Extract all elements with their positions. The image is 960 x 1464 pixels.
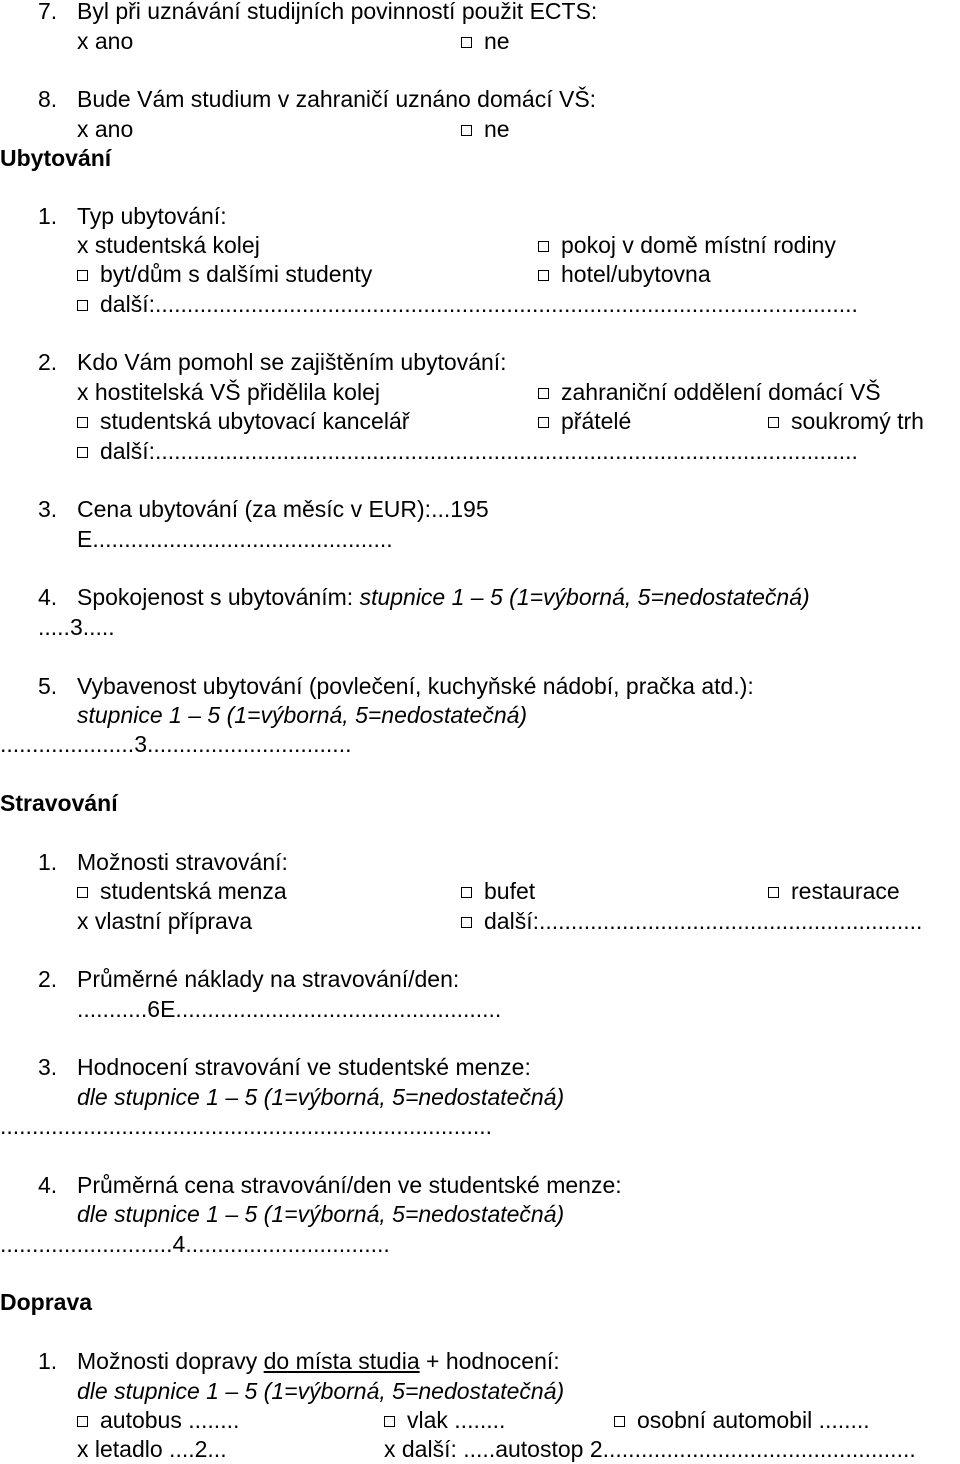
strav-q2-question: Průměrné náklady na stravování/den: xyxy=(77,966,460,992)
checkbox-icon[interactable] xyxy=(538,270,549,281)
checkbox-icon[interactable] xyxy=(461,887,472,898)
doprava-q1-scale: dle stupnice 1 – 5 (1=výborná, 5=nedostatečná) xyxy=(77,1378,565,1404)
checkbox-icon[interactable] xyxy=(538,417,549,428)
q7-number: 7. xyxy=(38,0,58,24)
q8-option-ano[interactable]: x ano xyxy=(77,116,134,142)
ubyt-q2-option-pratele[interactable]: přátelé xyxy=(538,407,631,436)
checkbox-icon[interactable] xyxy=(461,125,472,136)
ubyt-q1-option-kolej[interactable]: x studentská kolej xyxy=(77,232,260,258)
strav-q1-option-dalsi[interactable]: další:............................................................ xyxy=(461,907,958,936)
ubyt-q1-number: 1. xyxy=(38,203,58,229)
section-heading-ubytovani: Ubytování xyxy=(0,145,112,171)
ubyt-q2-option-trh[interactable]: soukromý trh xyxy=(768,407,924,436)
ubyt-q2-number: 2. xyxy=(38,349,58,375)
strav-q3-answer[interactable]: ............................................................................. xyxy=(0,1113,493,1139)
checkbox-icon[interactable] xyxy=(384,1416,395,1427)
q8-option-ne[interactable]: ne xyxy=(461,115,510,144)
checkbox-icon[interactable] xyxy=(538,241,549,252)
ubyt-q1-option-pokoj[interactable]: pokoj v domě místní rodiny xyxy=(538,231,836,260)
strav-q4-question: Průměrná cena stravování/den ve studentské menze: xyxy=(77,1172,622,1198)
ubyt-q5-number: 5. xyxy=(38,673,58,699)
doprava-q1-number: 1. xyxy=(38,1348,58,1374)
ubyt-q1-option-dalsi[interactable]: další:.............................................................................................................. xyxy=(77,290,957,319)
q7-option-ne[interactable]: ne xyxy=(461,27,510,56)
ubyt-q2-option-dalsi[interactable]: další:.............................................................................................................. xyxy=(77,437,957,466)
q8-question: Bude Vám studium v zahraničí uznáno domácí VŠ: xyxy=(77,86,597,112)
ubyt-q4-scale: stupnice 1 – 5 (1=výborná, 5=nedostatečná) xyxy=(359,584,810,610)
ubyt-q2-option-hostitelska[interactable]: x hostitelská VŠ přidělila kolej xyxy=(77,379,380,405)
strav-q3-question: Hodnocení stravování ve studentské menze: xyxy=(77,1054,531,1080)
checkbox-icon[interactable] xyxy=(461,37,472,48)
strav-q1-option-bufet[interactable]: bufet xyxy=(461,877,535,906)
checkbox-icon[interactable] xyxy=(538,388,549,399)
checkbox-icon[interactable] xyxy=(77,1416,88,1427)
ubyt-q3-answer-cont[interactable]: E............................................... xyxy=(77,526,393,552)
q7-question: Byl při uznávání studijních povinností použit ECTS: xyxy=(77,0,598,24)
strav-q4-scale: dle stupnice 1 – 5 (1=výborná, 5=nedostatečná) xyxy=(77,1201,565,1227)
strav-q3-scale: dle stupnice 1 – 5 (1=výborná, 5=nedostatečná) xyxy=(77,1084,565,1110)
checkbox-icon[interactable] xyxy=(768,887,779,898)
strav-q1-option-restaurace[interactable]: restaurace xyxy=(768,877,900,906)
ubyt-q1-option-byt[interactable]: byt/dům s dalšími studenty xyxy=(77,260,372,289)
doprava-q1-option-autobus[interactable]: autobus ........ xyxy=(77,1406,239,1435)
doprava-q1-option-dalsi[interactable]: x další: .....autostop 2................................................. xyxy=(384,1436,916,1462)
checkbox-icon[interactable] xyxy=(461,917,472,928)
strav-q1-option-priprava[interactable]: x vlastní příprava xyxy=(77,908,253,934)
ubyt-q3-number: 3. xyxy=(38,496,58,522)
ubyt-q1-option-hotel[interactable]: hotel/ubytovna xyxy=(538,260,711,289)
strav-q3-number: 3. xyxy=(38,1054,58,1080)
checkbox-icon[interactable] xyxy=(77,270,88,281)
checkbox-icon[interactable] xyxy=(614,1416,625,1427)
strav-q1-question: Možnosti stravování: xyxy=(77,849,288,875)
ubyt-q4-question: Spokojenost s ubytováním: stupnice 1 – 5 (1=výborná, 5=nedostatečná) xyxy=(77,584,810,610)
q8-number: 8. xyxy=(38,86,58,112)
strav-q1-number: 1. xyxy=(38,849,58,875)
doprava-q1-option-letadlo[interactable]: x letadlo ....2... xyxy=(77,1436,227,1462)
section-heading-stravovani: Stravování xyxy=(0,790,118,816)
section-heading-doprava: Doprava xyxy=(0,1289,93,1315)
ubyt-q5-question: Vybavenost ubytování (povlečení, kuchyňské nádobí, pračka atd.): xyxy=(77,673,754,699)
ubyt-q3-question: Cena ubytování (za měsíc v EUR):...195 xyxy=(77,496,489,522)
strav-q4-number: 4. xyxy=(38,1172,58,1198)
checkbox-icon[interactable] xyxy=(77,300,88,311)
checkbox-icon[interactable] xyxy=(768,417,779,428)
ubyt-q1-question: Typ ubytování: xyxy=(77,203,227,229)
ubyt-q4-number: 4. xyxy=(38,584,58,610)
strav-q2-answer[interactable]: ...........6E................................................... xyxy=(77,996,502,1022)
ubyt-q2-option-kancelar[interactable]: studentská ubytovací kancelář xyxy=(77,407,409,436)
strav-q4-answer[interactable]: ...........................4................................ xyxy=(0,1231,390,1257)
checkbox-icon[interactable] xyxy=(77,447,88,458)
doprava-q1-option-automobil[interactable]: osobní automobil ........ xyxy=(614,1406,870,1435)
strav-q1-option-menza[interactable]: studentská menza xyxy=(77,877,287,906)
q7-option-ano[interactable]: x ano xyxy=(77,28,134,54)
doprava-q1-question: Možnosti dopravy do místa studia + hodnocení: xyxy=(77,1348,560,1374)
ubyt-q5-scale: stupnice 1 – 5 (1=výborná, 5=nedostatečná) xyxy=(77,702,528,728)
doprava-q1-option-vlak[interactable]: vlak ........ xyxy=(384,1406,505,1435)
strav-q2-number: 2. xyxy=(38,966,58,992)
ubyt-q4-answer[interactable]: .....3..... xyxy=(38,614,115,640)
ubyt-q2-option-zahranicni[interactable]: zahraniční oddělení domácí VŠ xyxy=(538,378,881,407)
checkbox-icon[interactable] xyxy=(77,417,88,428)
ubyt-q5-answer[interactable]: .....................3................................ xyxy=(0,731,352,757)
ubyt-q3-answer[interactable]: ...195 xyxy=(431,496,489,522)
ubyt-q2-question: Kdo Vám pomohl se zajištěním ubytování: xyxy=(77,349,507,375)
checkbox-icon[interactable] xyxy=(77,887,88,898)
